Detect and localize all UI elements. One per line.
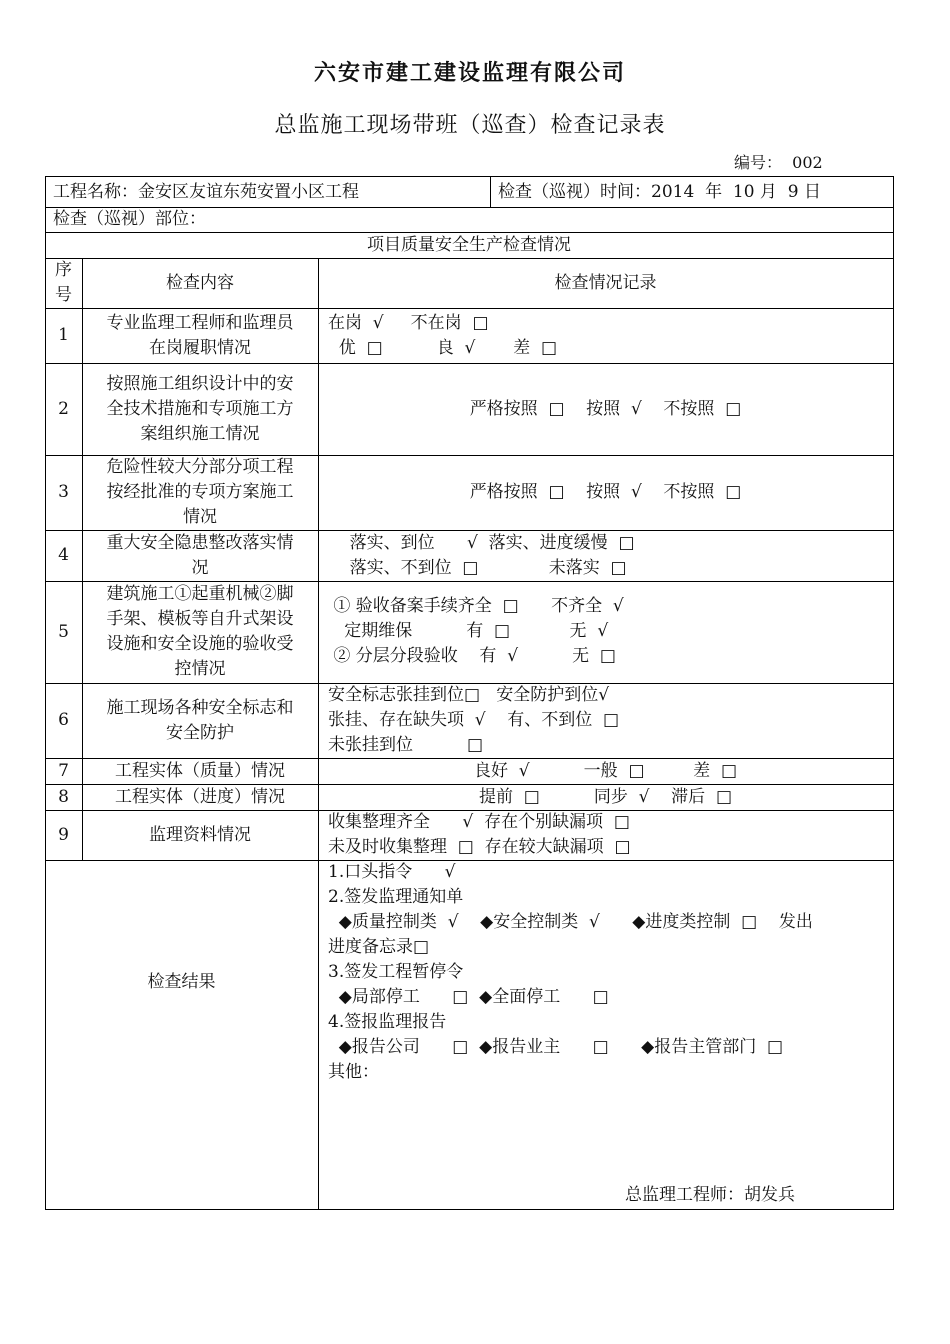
row-2-number: 2 (58, 398, 69, 419)
row-9-record-line-1: 收集整理齐全 √ 存在个别缺漏项 □ (328, 812, 630, 832)
column-content: 检查内容 (166, 272, 234, 293)
row-8-number: 8 (58, 786, 69, 807)
company-name: 六安市建工建设监理有限公司 (313, 60, 626, 86)
row-6-record-line-3: 未张挂到位 □ (328, 735, 484, 755)
supervisor-signature: 总监理工程师：胡发兵 (625, 1185, 795, 1205)
result-line-8: ◆报告公司 □ ◆报告业主 □ ◆报告主管部门 □ (328, 1037, 784, 1057)
result-line-1: 1.口头指令 √ (328, 862, 456, 882)
row-3-content: 危险性较大分部分项工程 按经批准的专项方案施工 情况 (106, 457, 294, 527)
result-line-6: ◆局部停工 □ ◆全面停工 □ (328, 987, 609, 1007)
row-3-number: 3 (58, 482, 69, 502)
form-title: 总监施工现场带班（巡查）检查记录表 (274, 113, 666, 138)
row-4-record-line-1: 落实、到位 √ 落实、进度缓慢 □ (328, 533, 635, 553)
row-7-content: 工程实体（质量）情况 (115, 760, 285, 781)
row-9-record-line-2: 未及时收集整理 □ 存在较大缺漏项 □ (328, 837, 631, 857)
result-line-9: 其他： (328, 1062, 379, 1082)
row-9-number: 9 (58, 824, 69, 845)
result-label: 检查结果 (147, 972, 216, 992)
serial-number: 编号： 002 (734, 153, 823, 172)
row-5-record-line-2: 定期维保 有 □ 无 √ (328, 621, 609, 641)
row-4-number: 4 (58, 545, 69, 565)
row-5-record-line-1: ① 验收备案手续齐全 □ 不齐全 √ (328, 596, 624, 616)
section-title: 项目质量安全生产检查情况 (367, 234, 571, 255)
inspection-time: 检查（巡视）时间：2014 年 10 月 9 日 (498, 182, 821, 202)
row-1-record-line-1: 在岗 √ 不在岗 □ (328, 313, 489, 333)
row-5-record-line-3: ② 分层分段验收 有 √ 无 □ (328, 646, 616, 666)
row-9-content: 监理资料情况 (149, 824, 251, 845)
row-4-record-line-2: 落实、不到位 □ 未落实 □ (328, 558, 627, 578)
row-5-content: 建筑施工①起重机械②脚 手架、模板等自升式架设 设施和安全设施的验收受 控情况 (106, 584, 294, 679)
row-1-content: 专业监理工程师和监理员 在岗履职情况 (106, 312, 294, 358)
row-6-record-line-1: 安全标志张挂到位□ 安全防护到位√ (328, 685, 610, 705)
row-3-record: 严格按照 □ 按照 √ 不按照 □ (469, 482, 742, 502)
row-2-record: 严格按照 □ 按照 √ 不按照 □ (469, 398, 742, 419)
column-record: 检查情况记录 (554, 272, 657, 293)
project-name: 工程名称：金安区友谊东苑安置小区工程 (53, 182, 359, 202)
row-6-content: 施工现场各种安全标志和 安全防护 (106, 697, 294, 743)
result-line-5: 3.签发工程暂停令 (328, 962, 464, 982)
row-4-content: 重大安全隐患整改落实情 况 (106, 532, 294, 578)
result-line-7: 4.签报监理报告 (328, 1012, 447, 1032)
result-line-4: 进度备忘录□ (328, 937, 430, 957)
row-8-content: 工程实体（进度）情况 (115, 786, 285, 807)
row-1-record-line-2: 优 □ 良 √ 差 □ (328, 338, 558, 358)
row-6-record-line-2: 张挂、存在缺失项 √ 有、不到位 □ (328, 710, 620, 730)
result-line-2: 2.签发监理通知单 (328, 887, 464, 907)
row-6-number: 6 (58, 710, 69, 730)
row-7-record: 良好 √ 一般 □ 差 □ (473, 760, 738, 781)
row-7-number: 7 (58, 760, 69, 781)
row-5-number: 5 (58, 621, 69, 642)
result-line-3: ◆质量控制类 √ ◆安全控制类 √ ◆进度类控制 □ 发出 (328, 912, 813, 932)
row-8-record: 提前 □ 同步 √ 滞后 □ (478, 786, 733, 807)
row-1-number: 1 (58, 325, 69, 345)
inspection-location: 检查（巡视）部位： (53, 209, 206, 229)
row-2-content: 按照施工组织设计中的安 全技术措施和专项施工方 案组织施工情况 (106, 373, 294, 444)
column-seq: 序 号 (55, 260, 72, 305)
